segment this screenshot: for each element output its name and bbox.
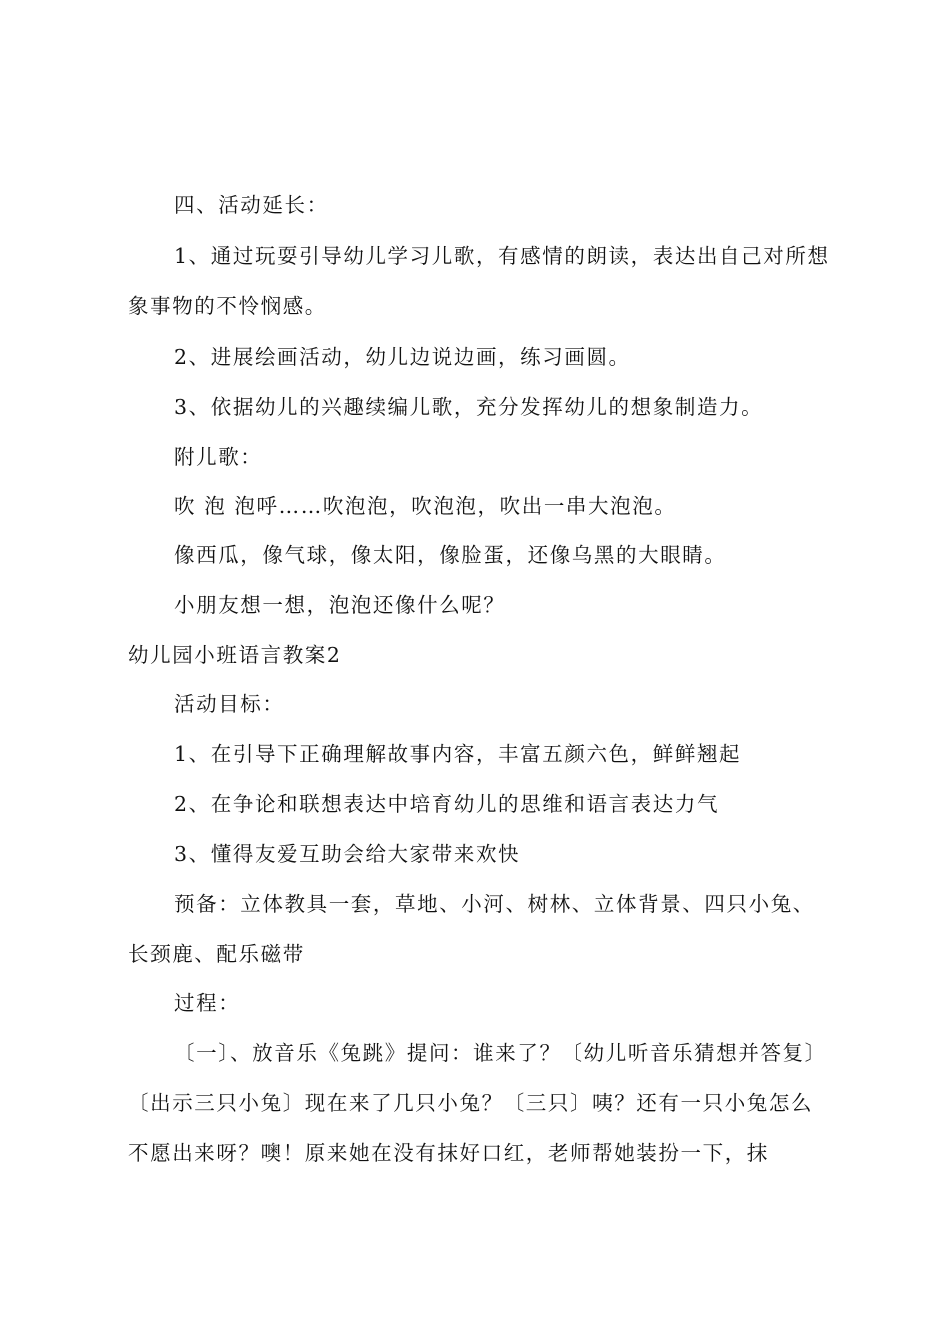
- process-title: 过程：: [174, 991, 241, 1015]
- song-title: 附儿歌：: [174, 445, 263, 469]
- section-four-title: 四、活动延长：: [174, 193, 329, 217]
- lesson2-heading: 幼儿园小班语言教案2: [128, 643, 342, 667]
- section-four-item-1: 1、通过玩耍引导幼儿学习儿歌，有感情的朗读，表达出自己对所想象事物的不怜悯感。: [128, 244, 830, 318]
- goal-item-2: 2、在争论和联想表达中培育幼儿的思维和语言表达力气: [174, 792, 720, 816]
- section-four-item-3: 3、依据幼儿的兴趣续编儿歌，充分发挥幼儿的想象制造力。: [174, 395, 764, 419]
- goal-item-1: 1、在引导下正确理解故事内容，丰富五颜六色，鲜鲜翘起: [174, 742, 742, 766]
- song-line-2: 像西瓜，像气球，像太阳，像脸蛋，还像乌黑的大眼睛。: [174, 543, 727, 567]
- preparation-text: 预备：立体教具一套，草地、小河、树林、立体背景、四只小兔、长颈鹿、配乐磁带: [128, 892, 815, 966]
- song-line-3: 小朋友想一想，泡泡还像什么呢？: [174, 593, 506, 617]
- goals-title: 活动目标：: [174, 692, 285, 716]
- section-four-item-2: 2、进展绘画活动，幼儿边说边画，练习画圆。: [174, 345, 631, 369]
- song-line-1: 吹 泡 泡呼……吹泡泡，吹泡泡，吹出一串大泡泡。: [174, 494, 677, 518]
- goal-item-3: 3、懂得友爱互助会给大家带来欢快: [174, 842, 521, 866]
- process-text: 〔一〕、放音乐《兔跳》提问：谁来了？〔幼儿听音乐猜想并答复〕〔出示三只小兔〕现在来了几只小兔？〔三只〕咦？还有一只小兔怎么不愿出来呀？噢！原来她在没有抹好口红，老师帮她装扮一下，抹: [128, 1041, 827, 1165]
